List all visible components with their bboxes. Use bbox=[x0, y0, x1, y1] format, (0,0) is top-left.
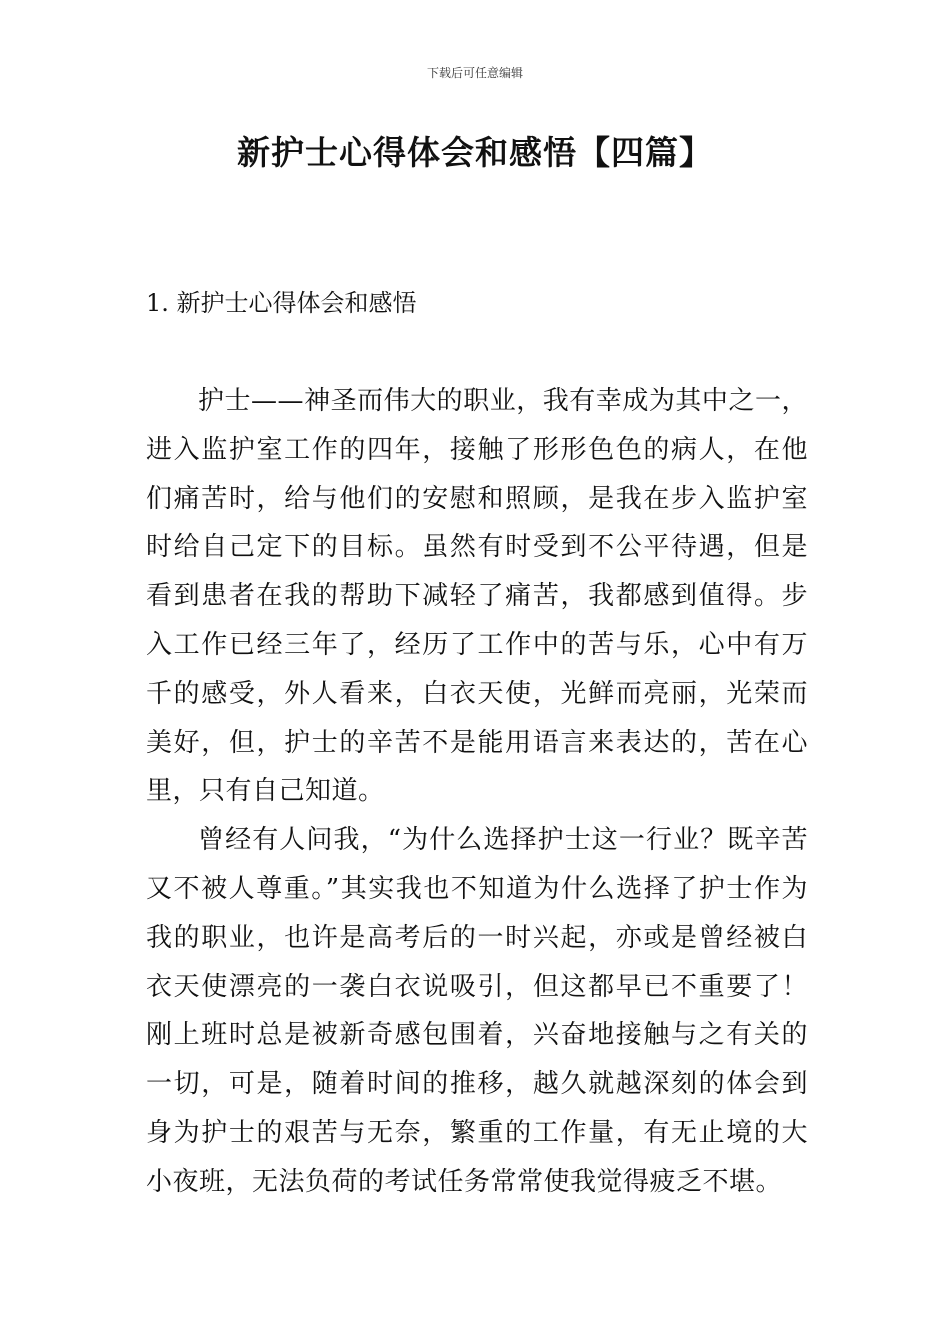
paragraph-2: 曾经有人问我，“为什么选择护士这一行业？既辛苦又不被人尊重。”其实我也不知道为什么选择了护士作为我的职业，也许是高考后的一时兴起，亦或是曾经被白衣天使漂亮的一袭白衣说吸引，但这都早已不重要了！刚上班时总是被新奇感包围着，兴奋地接触与之有关的一切，可是，随着时间的推移，越久就越深刻的体会到身为护士的艰苦与无奈，繁重的工作量，有无止境的大小夜班，无法负荷的考试任务常常使我觉得疲乏不堪。 bbox=[146, 825, 808, 1197]
section-heading: 1. 新护士心得体会和感悟 bbox=[146, 289, 417, 317]
paragraph-1: 护士——神圣而伟大的职业，我有幸成为其中之一，进入监护室工作的四年，接触了形形色色的病人，在他们痛苦时，给与他们的安慰和照顾，是我在步入监护室时给自己定下的目标。虽然有时受到不公平待遇，但是看到患者在我的帮助下减轻了痛苦，我都感到值得。步入工作已经三年了，经历了工作中的苦与乐，心中有万千的感受，外人看来，白衣天使，光鲜而亮丽，光荣而美好，但，护士的辛苦不是能用语言来表达的，苦在心里，只有自己知道。 bbox=[146, 386, 808, 807]
document-title: 新护士心得体会和感悟【四篇】 bbox=[237, 133, 713, 172]
body-text bbox=[146, 377, 808, 1207]
header-note: 下载后可任意编辑 bbox=[426, 66, 523, 80]
